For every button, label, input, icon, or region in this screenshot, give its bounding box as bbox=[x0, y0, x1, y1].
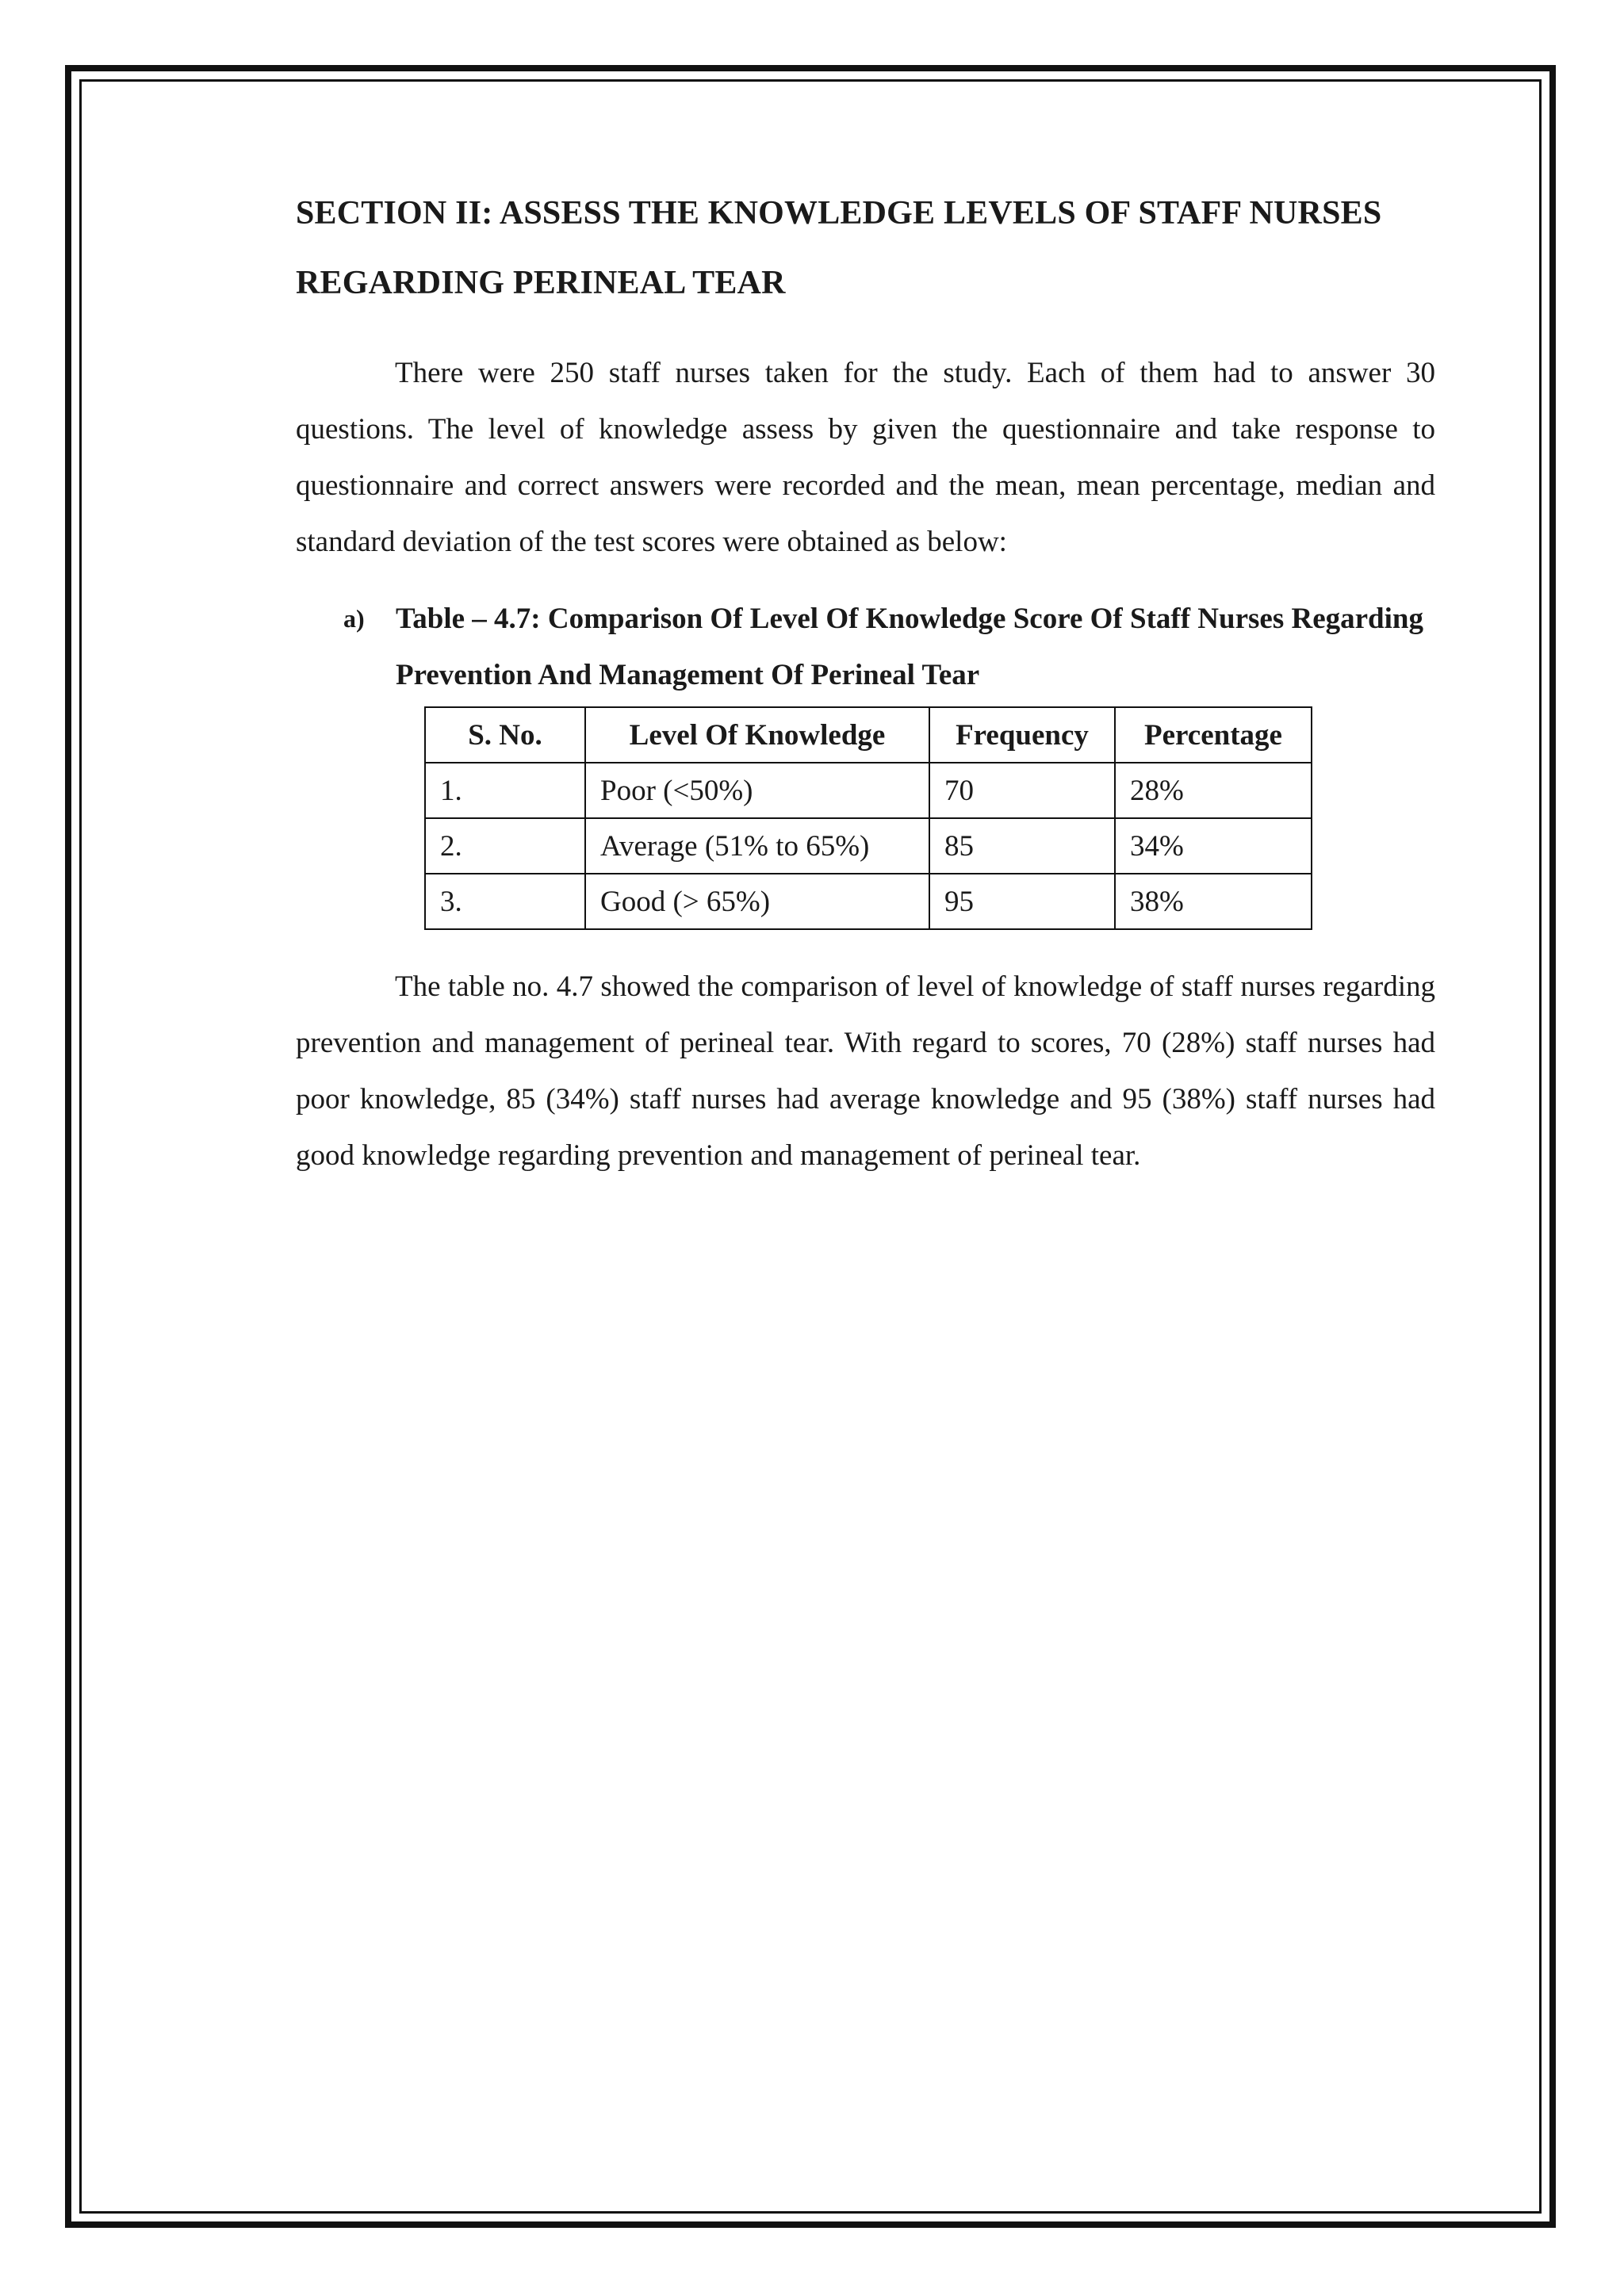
header-level: Level Of Knowledge bbox=[585, 707, 929, 763]
table-row bbox=[425, 818, 1312, 874]
table-row bbox=[425, 874, 1312, 929]
cell-level: Good (> 65%) bbox=[585, 874, 929, 929]
cell-sno: 1. bbox=[425, 763, 585, 818]
caption-marker: a) bbox=[343, 604, 365, 633]
cell-percentage: 34% bbox=[1115, 818, 1312, 874]
intro-paragraph: There were 250 staff nurses taken for the study. Each of them had to answer 30 questions. The level of knowledge assess by given the questionnaire and take response to questionnaire and correct answers were recorded and the mean, mean percentage, median and standard deviation of the test scores were obtained as below: bbox=[296, 357, 1435, 558]
header-sno: S. No. bbox=[425, 707, 585, 763]
page-content bbox=[296, 178, 1435, 1184]
cell-percentage: 38% bbox=[1115, 874, 1312, 929]
cell-frequency: 95 bbox=[929, 874, 1115, 929]
cell-level: Average (51% to 65%) bbox=[585, 818, 929, 874]
header-frequency: Frequency bbox=[929, 707, 1115, 763]
table-row bbox=[425, 763, 1312, 818]
discussion-paragraph: The table no. 4.7 showed the comparison of level of knowledge of staff nurses regarding prevention and management of perineal tear. With regard to scores, 70 (28%) staff nurses had poor knowledge, 85 (34%) staff nurses had average knowledge and 95 (38%) staff nurses had good knowledge regarding prevention and management of perineal tear. bbox=[296, 970, 1435, 1172]
cell-frequency: 70 bbox=[929, 763, 1115, 818]
cell-frequency: 85 bbox=[929, 818, 1115, 874]
table-caption bbox=[296, 591, 1435, 703]
caption-text: Table – 4.7: Comparison Of Level Of Knowledge Score Of Staff Nurses Regarding Prevention And Management Of Perineal Tear bbox=[396, 603, 1423, 691]
cell-level: Poor (<50%) bbox=[585, 763, 929, 818]
header-percentage: Percentage bbox=[1115, 707, 1312, 763]
knowledge-level-table bbox=[424, 706, 1312, 930]
cell-percentage: 28% bbox=[1115, 763, 1312, 818]
section-heading: SECTION II: ASSESS THE KNOWLEDGE LEVELS OF STAFF NURSES REGARDING PERINEAL TEAR bbox=[296, 195, 1382, 301]
cell-sno: 2. bbox=[425, 818, 585, 874]
table-header-row bbox=[425, 707, 1312, 763]
cell-sno: 3. bbox=[425, 874, 585, 929]
